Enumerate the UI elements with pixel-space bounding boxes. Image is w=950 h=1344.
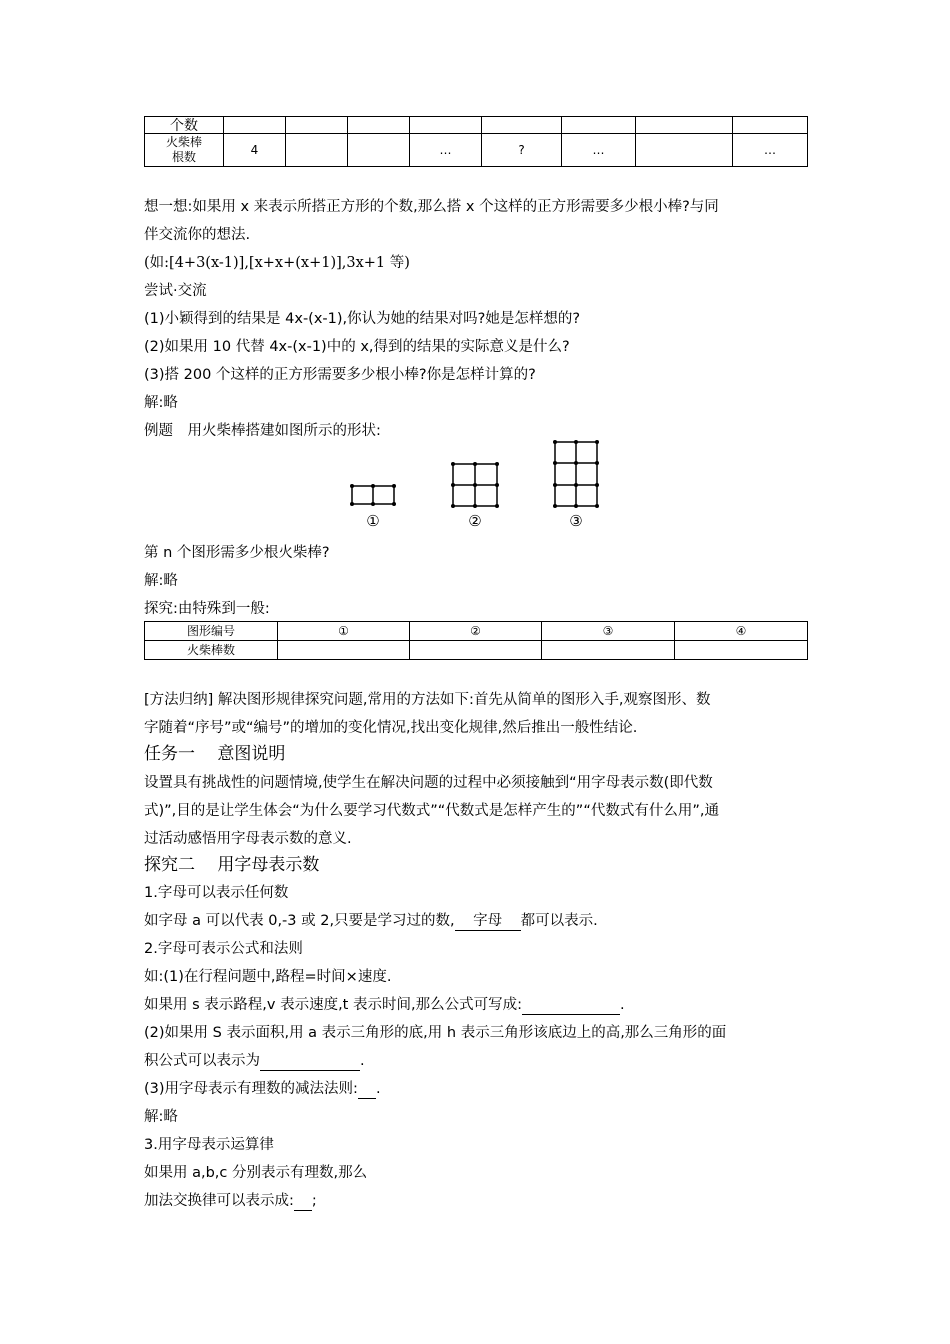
- fill-blank[interactable]: [358, 1080, 376, 1099]
- table-cell: 4: [224, 134, 286, 167]
- table-cell: [286, 134, 348, 167]
- explore2-s1: 1.字母可以表示任何数: [144, 885, 289, 901]
- explore2-s2-c1: (2)如果用 S 表示面积,用 a 表示三角形的底,用 h 表示三角形该底边上的高,那么三角形的面: [144, 1025, 727, 1041]
- think-example: (如:[4+3(x-1)],[x+x+(x+1)],3x+1 等): [144, 255, 410, 271]
- figure-3: [555, 442, 597, 506]
- explore2-answer: 解:略: [144, 1109, 178, 1125]
- example-title: 例题 用火柴棒搭建如图所示的形状:: [144, 423, 381, 439]
- table-cell: [348, 134, 410, 167]
- figure-1: [352, 486, 394, 504]
- explore2-s2-d: (3)用字母表示有理数的减法法则: .: [144, 1081, 381, 1097]
- explore2-s2-b: 如果用 s 表示路程,v 表示速度,t 表示时间,那么公式可写成: .: [144, 997, 625, 1013]
- example-answer: 解:略: [144, 573, 178, 589]
- figure-label-3: ③: [569, 512, 583, 530]
- table-row: [145, 117, 808, 134]
- table-cell: …: [410, 134, 482, 167]
- table-header: ④: [675, 622, 808, 641]
- task1-title: 任务一 意图说明: [144, 744, 286, 764]
- fill-blank[interactable]: [260, 1052, 360, 1071]
- explore2-s1-text: 如字母 a 可以代表 0,-3 或 2,只要是学习过的数, 字母 都可以表示.: [144, 913, 598, 929]
- table-row: [145, 641, 808, 660]
- explore2-s2-a: 如:(1)在行程问题中,路程=时间×速度.: [144, 969, 392, 985]
- explore-intro: 探究:由特殊到一般:: [144, 601, 270, 617]
- method-line-2: 字随着“序号”或“编号”的增加的变化情况,找出变化规律,然后推出一般性结论.: [144, 720, 638, 736]
- fill-blank[interactable]: [522, 996, 620, 1015]
- try-question-3: (3)搭 200 个这样的正方形需要多少根小棒?你是怎样计算的?: [144, 367, 536, 383]
- table-cell: ?: [482, 134, 562, 167]
- figure-label-2: ②: [468, 512, 482, 530]
- matchstick-figure: [340, 440, 610, 532]
- explore2-s2-c2: 积公式可以表示为 .: [144, 1053, 365, 1069]
- think-line-2: 伴交流你的想法.: [144, 227, 251, 243]
- task1-line-2: 式)”,目的是让学生体会“为什么要学习代数式”“代数式是怎样产生的”“代数式有什么用”,通: [144, 803, 719, 819]
- fill-blank[interactable]: [294, 1192, 312, 1211]
- table-header: ③: [542, 622, 675, 641]
- table-cell: [636, 134, 733, 167]
- explore2-s3: 3.用字母表示运算律: [144, 1137, 274, 1153]
- table-cell: …: [562, 134, 636, 167]
- explore2-s3-a: 如果用 a,b,c 分别表示有理数,那么: [144, 1165, 368, 1181]
- explore2-title: 探究二 用字母表示数: [144, 855, 320, 875]
- explore2-s2: 2.字母可表示公式和法则: [144, 941, 303, 957]
- table-cell-label: 火柴棒 根数: [145, 134, 224, 167]
- table-header: ②: [410, 622, 542, 641]
- table-row: [145, 622, 808, 641]
- fill-blank[interactable]: 字母: [455, 912, 521, 931]
- explore2-s3-b: 加法交换律可以表示成: ;: [144, 1193, 317, 1209]
- task1-line-3: 过活动感悟用字母表示数的意义.: [144, 831, 352, 847]
- table-cell-label: 火柴棒数: [145, 641, 278, 660]
- method-line-1: [方法归纳] 解决图形规律探究问题,常用的方法如下:首先从简单的图形入手,观察图形、数: [144, 692, 711, 708]
- try-title: 尝试·交流: [144, 283, 207, 299]
- table-cell-label: 个数: [145, 117, 224, 134]
- table-row: [145, 134, 808, 167]
- think-line-1: 想一想:如果用 x 来表示所搭正方形的个数,那么搭 x 个这样的正方形需要多少根小棒?与同: [144, 199, 719, 215]
- try-answer: 解:略: [144, 395, 178, 411]
- figure-number-table: [144, 621, 808, 660]
- figure-label-1: ①: [366, 512, 380, 530]
- example-question: 第 n 个图形需多少根火柴棒?: [144, 545, 330, 561]
- table-header: 图形编号: [145, 622, 278, 641]
- matchstick-count-table: [144, 116, 808, 167]
- try-question-1: (1)小颖得到的结果是 4x-(x-1),你认为她的结果对吗?她是怎样想的?: [144, 311, 581, 327]
- task1-line-1: 设置具有挑战性的问题情境,使学生在解决问题的过程中必须接触到“用字母表示数(即代数: [144, 775, 713, 791]
- table-header: ①: [278, 622, 410, 641]
- try-question-2: (2)如果用 10 代替 4x-(x-1)中的 x,得到的结果的实际意义是什么?: [144, 339, 570, 355]
- table-cell: …: [733, 134, 808, 167]
